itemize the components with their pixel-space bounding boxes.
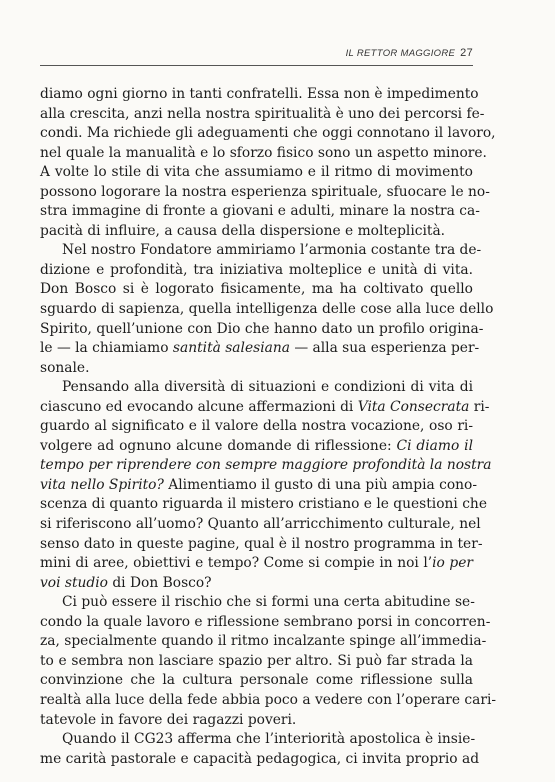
- running-head: [346, 47, 473, 59]
- text-line: volgere ad ognuno alcune domande di riflessione: Ci diamo il: [40, 437, 473, 454]
- text-line: Pensando alla diversità di situazioni e condizioni di vita di: [62, 379, 473, 396]
- text-line: nel quale la manualità e lo sforzo fisico sono un aspetto minore.: [40, 144, 487, 161]
- text-line: Quando il CG23 afferma che l’interiorità apostolica è insie-: [62, 731, 476, 748]
- paragraph: [40, 730, 480, 769]
- running-title: IL RETTOR MAGGIORE: [345, 48, 456, 59]
- text-line: sonale.: [40, 359, 90, 376]
- text-line: za, specialmente quando il ritmo incalzante spinge all’immedia-: [40, 633, 487, 650]
- text-line: me carità pastorale e capacità pedagogica, ci invita proprio ad: [40, 750, 480, 767]
- text-line: mini di aree, obiettivi e tempo? Come si compie in noi l’io per: [40, 555, 473, 572]
- text-line: to e sembra non lasciare spazio per altro. Si può far strada la: [40, 652, 473, 669]
- text-line: voi studio di Don Bosco?: [40, 574, 212, 591]
- text-line: diamo ogni giorno in tanti confratelli. Essa non è impedimento: [40, 86, 479, 102]
- text-line: condo la quale lavoro e riflessione sembrano porsi in concorren-: [40, 613, 491, 630]
- text-line: A volte lo stile di vita che assumiamo e il ritmo di movimento: [40, 164, 473, 181]
- text-line: condi. Ma richiede gli adeguamenti che oggi connotano il lavoro,: [40, 125, 496, 142]
- text-line: tempo per riprendere con sempre maggiore profondità la nostra: [40, 457, 492, 474]
- running-header: [40, 47, 473, 66]
- text-line: si riferiscono all’uomo? Quanto all’arricchimento culturale, nel: [40, 516, 481, 533]
- body-text: [40, 85, 497, 769]
- text-line: senso dato in queste pagine, qual è il nostro programma in ter-: [40, 535, 483, 552]
- text-line: Ci può essere il rischio che si formi una certa abitudine se-: [62, 594, 475, 611]
- text-line: pacità di influire, a causa della dispersione e molteplicità.: [40, 222, 446, 239]
- paragraph: [40, 85, 496, 241]
- text-line: Don Bosco si è logorato fisicamente, ma ha coltivato quello: [40, 281, 473, 298]
- text-line: tatevole in favore dei ragazzi poveri.: [40, 711, 297, 728]
- text-line: vita nello Spirito? Alimentiamo il gusto di una più ampia cono-: [40, 476, 477, 493]
- text-line: guardo al significato e il valore della nostra vocazione, oso ri-: [40, 418, 473, 435]
- text-line: Spirito, quell’unione con Dio che hanno dato un profilo origina-: [40, 320, 484, 337]
- text-line: sguardo di sapienza, quella intelligenza delle cose alla luce dello: [40, 301, 494, 318]
- text-line: stra immagine di fronte a giovani e adulti, minare la nostra ca-: [40, 203, 480, 220]
- text-line: possono logorare la nostra esperienza spirituale, sfuocare le no-: [40, 183, 490, 200]
- text-line: convinzione che la cultura personale come riflessione sulla: [40, 672, 473, 689]
- text-line: scenza di quanto riguarda il mistero cristiano e le questioni che: [40, 496, 487, 513]
- paragraph: [40, 241, 494, 378]
- paragraph: [40, 378, 492, 593]
- text-line: Nel nostro Fondatore ammiriamo l’armonia costante tra de-: [62, 242, 482, 259]
- text-line: dizione e profondità, tra iniziativa molteplice e unità di vita.: [40, 261, 473, 278]
- text-line: le — la chiamiamo santità salesiana — alla sua esperienza per-: [40, 340, 480, 357]
- text-line: alla crescita, anzi nella nostra spiritualità è uno dei percorsi fe-: [40, 105, 485, 122]
- paragraph: [40, 593, 497, 730]
- text-line: ciascuno ed evocando alcune affermazioni di Vita Consecrata ri-: [40, 398, 490, 415]
- page-number: 27: [460, 47, 473, 59]
- text-line: realtà alla luce della fede abbia poco a vedere con l’operare cari-: [40, 691, 497, 708]
